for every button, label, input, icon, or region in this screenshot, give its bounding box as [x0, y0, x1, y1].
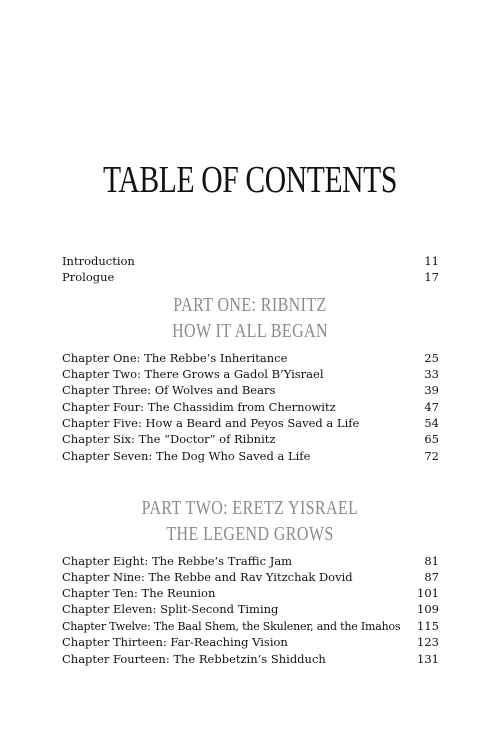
- entry-page-number: 131: [417, 652, 439, 666]
- toc-entry-prologue: [62, 269, 439, 285]
- entry-page-number: 25: [424, 351, 439, 365]
- entry-page-number: 109: [417, 602, 439, 616]
- entry-label: Chapter Four: The Chassidim from Chernowitz: [62, 400, 336, 414]
- page-title: TABLE OF CONTENTS: [103, 159, 397, 201]
- toc-entry-chapter-six: [62, 431, 439, 447]
- toc-entry-chapter-two: [62, 366, 439, 382]
- entry-label: Chapter Fourteen: The Rebbetzin’s Shidduch: [62, 652, 326, 666]
- entry-page-number: 11: [424, 254, 439, 268]
- entry-page-number: 115: [417, 619, 439, 633]
- entry-label: Introduction: [62, 254, 135, 268]
- entry-page-number: 54: [424, 416, 439, 430]
- entry-label: Chapter Eleven: Split-Second Timing: [62, 602, 279, 616]
- entry-label: Chapter Thirteen: Far-Reaching Vision: [62, 635, 288, 649]
- part-two-heading-line1: PART TWO: ERETZ YISRAEL: [141, 497, 359, 519]
- toc-entry-chapter-four: [62, 399, 439, 415]
- toc-entry-chapter-three: [62, 382, 439, 398]
- entry-label: Chapter Three: Of Wolves and Bears: [62, 383, 276, 397]
- entry-page-number: 33: [424, 367, 439, 381]
- entry-label: Chapter Five: How a Beard and Peyos Saved a Life: [62, 416, 360, 430]
- toc-entry-chapter-five: [62, 415, 439, 431]
- entry-label: Chapter Two: There Grows a Gadol B’Yisrael: [62, 367, 324, 381]
- entry-page-number: 123: [417, 635, 439, 649]
- entry-page-number: 87: [424, 570, 439, 584]
- entry-page-number: 47: [424, 400, 439, 414]
- entry-label: Chapter Eight: The Rebbe’s Traffic Jam: [62, 554, 293, 568]
- part-two-heading-line2: THE LEGEND GROWS: [166, 523, 334, 545]
- toc-entry-chapter-eleven: [62, 601, 439, 617]
- entry-page-number: 72: [424, 449, 439, 463]
- toc-entry-chapter-eight: [62, 553, 439, 569]
- entry-page-number: 39: [424, 383, 439, 397]
- entry-label: Chapter Nine: The Rebbe and Rav Yitzchak Dovid: [62, 570, 353, 584]
- toc-entry-chapter-one: [62, 350, 439, 366]
- entry-label: Prologue: [62, 270, 115, 284]
- toc-entry-chapter-fourteen: [62, 651, 439, 667]
- toc-entry-chapter-twelve: [62, 618, 439, 634]
- toc-entry-chapter-thirteen: [62, 634, 439, 650]
- toc-entry-chapter-nine: [62, 569, 439, 585]
- entry-label: Chapter Six: The “Doctor” of Ribnitz: [62, 432, 276, 446]
- part-one-heading-line2: HOW IT ALL BEGAN: [172, 320, 328, 342]
- entry-page-number: 65: [424, 432, 439, 446]
- entry-page-number: 17: [424, 270, 439, 284]
- toc-entry-chapter-ten: [62, 585, 439, 601]
- entry-label: Chapter One: The Rebbe’s Inheritance: [62, 351, 288, 365]
- toc-entry-chapter-seven: [62, 448, 439, 464]
- toc-entry-introduction: [62, 253, 439, 269]
- entry-page-number: 81: [424, 554, 439, 568]
- entry-page-number: 101: [417, 586, 439, 600]
- part-one-heading-line1: PART ONE: RIBNITZ: [173, 294, 327, 316]
- entry-label: Chapter Twelve: The Baal Shem, the Skulener, and the Imahos: [62, 620, 401, 633]
- entry-label: Chapter Seven: The Dog Who Saved a Life: [62, 449, 311, 463]
- entry-label: Chapter Ten: The Reunion: [62, 586, 216, 600]
